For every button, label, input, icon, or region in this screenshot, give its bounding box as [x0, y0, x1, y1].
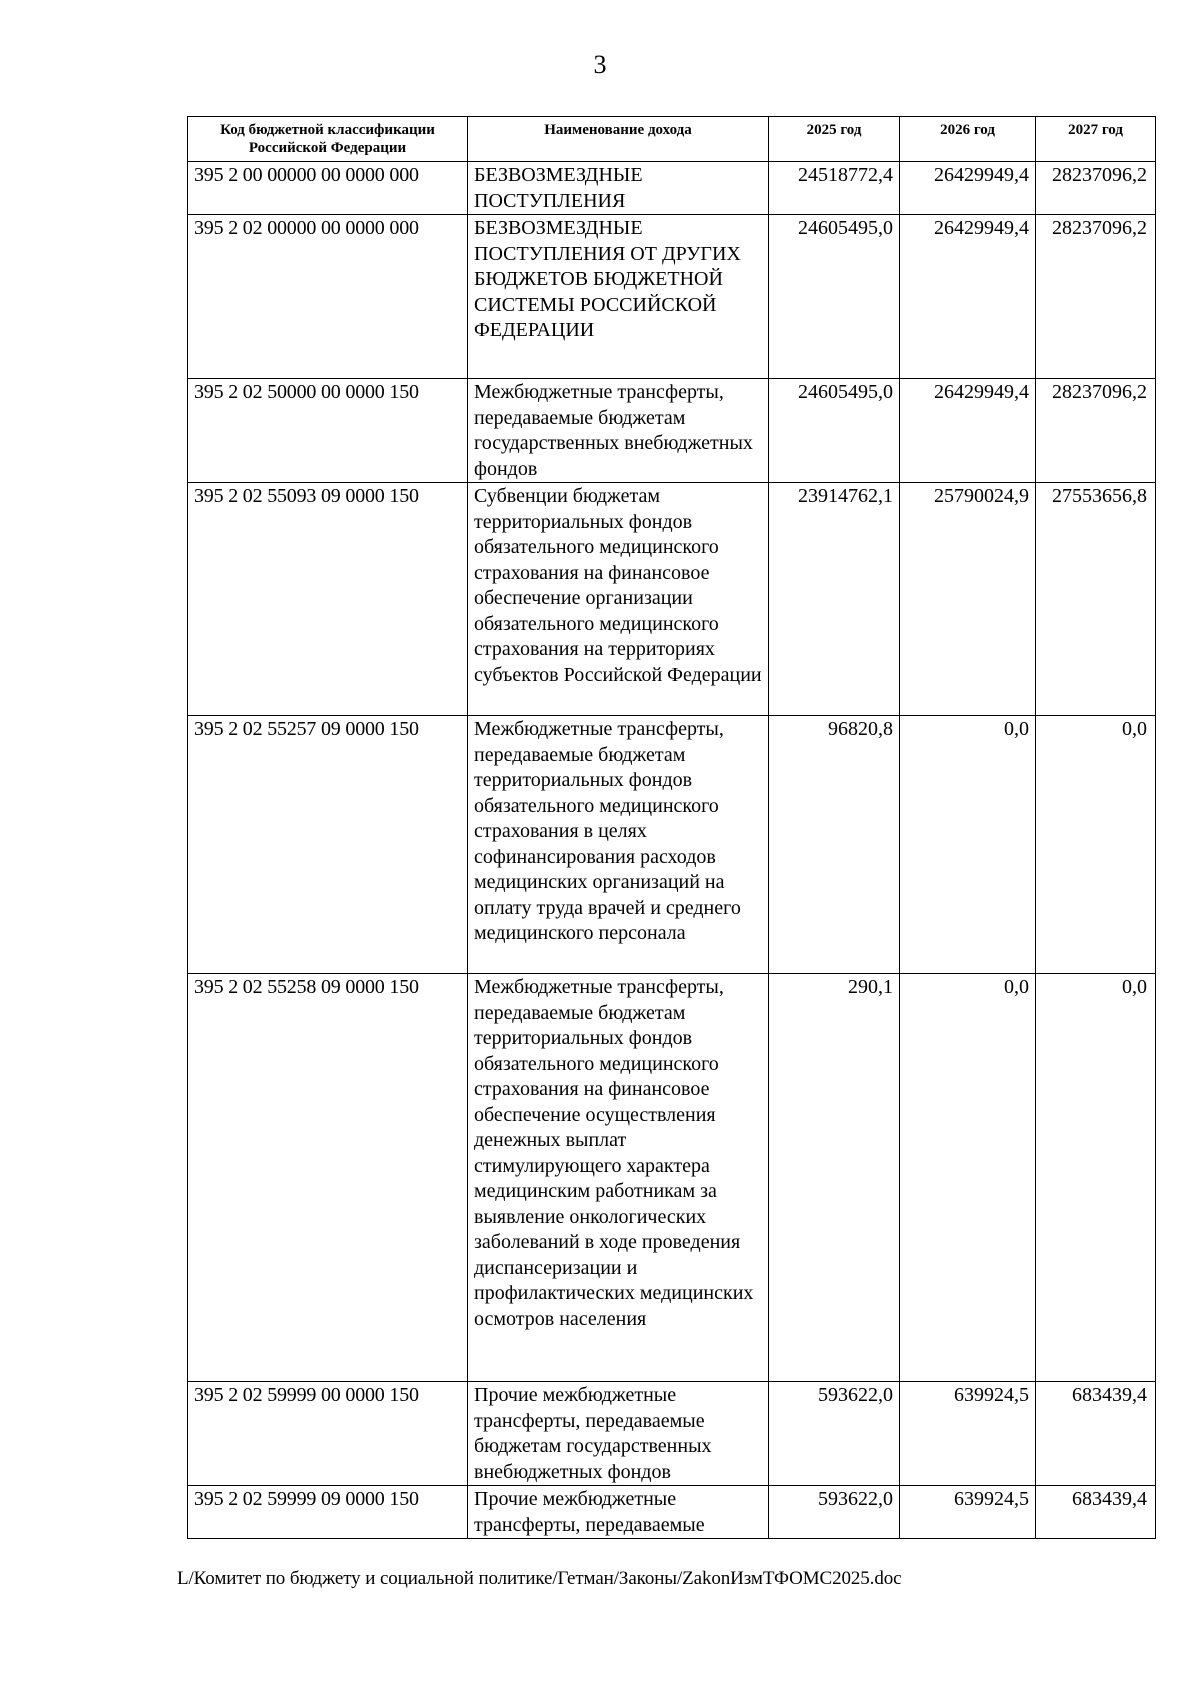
value-2025: 96820,8	[769, 716, 900, 974]
table-row	[188, 974, 1156, 1382]
header-2027: 2027 год	[1036, 117, 1156, 162]
header-2025: 2025 год	[769, 117, 900, 162]
footer-file-path: L/Комитет по бюджету и социальной политике/Гетман/Законы/ZakonИзмТФОМС2025.doc	[177, 1568, 902, 1589]
revenue-name: Прочие межбюджетные трансферты, передаваемые	[468, 1486, 769, 1539]
value-2026: 25790024,9	[900, 483, 1036, 716]
value-2027: 28237096,2	[1036, 162, 1156, 215]
page-number: 3	[593, 50, 607, 79]
value-2026: 0,0	[900, 974, 1036, 1382]
table-header-row	[188, 117, 1156, 162]
revenue-name: БЕЗВОЗМЕЗДНЫЕ ПОСТУПЛЕНИЯ	[468, 162, 769, 215]
value-2027: 28237096,2	[1036, 379, 1156, 483]
value-2027: 683439,4	[1036, 1382, 1156, 1486]
value-2025: 24605495,0	[769, 379, 900, 483]
header-2026: 2026 год	[900, 117, 1036, 162]
value-2026: 26429949,4	[900, 215, 1036, 379]
revenue-name: Межбюджетные трансферты, передаваемые бюджетам государственных внебюджетных фондов	[468, 379, 769, 483]
budget-code: 395 2 02 59999 09 0000 150	[188, 1486, 468, 1539]
budget-code: 395 2 02 55257 09 0000 150	[188, 716, 468, 974]
value-2027: 27553656,8	[1036, 483, 1156, 716]
revenue-name: БЕЗВОЗМЕЗДНЫЕ ПОСТУПЛЕНИЯ ОТ ДРУГИХ БЮДЖЕТОВ БЮДЖЕТНОЙ СИСТЕМЫ РОССИЙСКОЙ ФЕДЕРАЦИИ	[468, 215, 769, 379]
table-row	[188, 716, 1156, 974]
budget-code: 395 2 02 55093 09 0000 150	[188, 483, 468, 716]
header-name: Наименование дохода	[468, 117, 769, 162]
table-row	[188, 162, 1156, 215]
table-row	[188, 483, 1156, 716]
revenue-table	[187, 116, 1156, 1539]
value-2027: 28237096,2	[1036, 215, 1156, 379]
value-2025: 23914762,1	[769, 483, 900, 716]
budget-code: 395 2 02 00000 00 0000 000	[188, 215, 468, 379]
value-2027: 683439,4	[1036, 1486, 1156, 1539]
table-row	[188, 379, 1156, 483]
revenue-name: Межбюджетные трансферты, передаваемые бюджетам территориальных фондов обязательного медицинского страхования на финансовое обеспечение осуществления денежных выплат стимулирующего характера медицинским работникам за выявление онкологических заболеваний в ходе проведения диспансеризации и профилактических медицинских осмотров населения	[468, 974, 769, 1382]
revenue-name: Субвенции бюджетам территориальных фондов обязательного медицинского страхования на финансовое обеспечение организации обязательного медицинского страхования на территориях субъектов Российской Федерации	[468, 483, 769, 716]
table-row	[188, 1382, 1156, 1486]
value-2026: 639924,5	[900, 1486, 1036, 1539]
value-2025: 593622,0	[769, 1382, 900, 1486]
budget-code: 395 2 00 00000 00 0000 000	[188, 162, 468, 215]
budget-code: 395 2 02 55258 09 0000 150	[188, 974, 468, 1382]
header-code: Код бюджетной классификации Российской Федерации	[188, 117, 468, 162]
table-row	[188, 215, 1156, 379]
revenue-name: Межбюджетные трансферты, передаваемые бюджетам территориальных фондов обязательного медицинского страхования в целях софинансирования расходов медицинских организаций на оплату труда врачей и среднего медицинского персонала	[468, 716, 769, 974]
value-2026: 26429949,4	[900, 162, 1036, 215]
value-2026: 639924,5	[900, 1382, 1036, 1486]
budget-code: 395 2 02 59999 00 0000 150	[188, 1382, 468, 1486]
value-2027: 0,0	[1036, 974, 1156, 1382]
value-2026: 0,0	[900, 716, 1036, 974]
value-2025: 290,1	[769, 974, 900, 1382]
value-2027: 0,0	[1036, 716, 1156, 974]
value-2025: 24518772,4	[769, 162, 900, 215]
value-2026: 26429949,4	[900, 379, 1036, 483]
budget-code: 395 2 02 50000 00 0000 150	[188, 379, 468, 483]
value-2025: 24605495,0	[769, 215, 900, 379]
table-row	[188, 1486, 1156, 1539]
value-2025: 593622,0	[769, 1486, 900, 1539]
revenue-name: Прочие межбюджетные трансферты, передаваемые бюджетам государственных внебюджетных фондов	[468, 1382, 769, 1486]
